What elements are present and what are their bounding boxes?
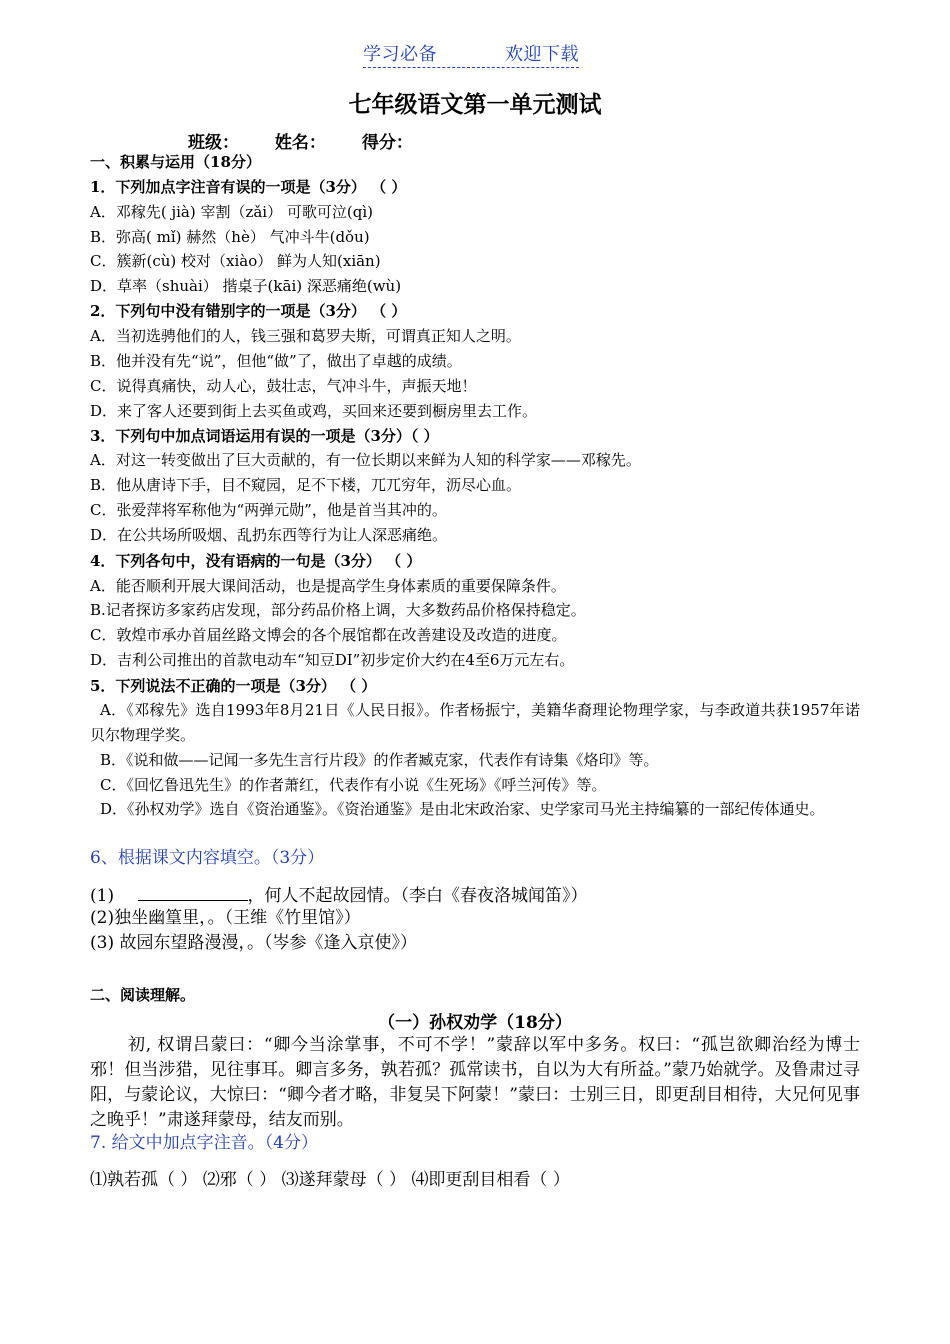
q5-option-b: B．《说和做——记闻一多先生言行片段》的作者臧克家，代表作有诗集《烙印》等。: [100, 751, 659, 769]
q7-item-1: ⑴孰若孤（ ）: [90, 1170, 198, 1190]
q6-line-1-text: ，何人不起故园情。（李白《春夜洛城闻笛》）: [247, 886, 588, 906]
name-label: 姓名：: [274, 133, 326, 153]
q7-item-4: ⑷即更刮目相看（ ）: [411, 1170, 570, 1190]
passage-text: 初, 权谓吕蒙曰：“卿今当涂掌事，不可不学！”蒙辞以军中多务。权曰：“孤岂欲卿治经为博士邪！但当涉猎，见往事耳。卿言多务，孰若孤？孤常读书，自以为大有所益。”蒙乃始就学。及鲁肃过寻阳，与蒙论议，大惊曰：“卿今者才略，非复吴下阿蒙！”蒙曰：士别三日，即更刮目相待，大兄何见事之晚乎！”肃遂拜蒙母，结友而别。: [90, 1035, 860, 1130]
q4-stem: 4．下列各句中，没有语病的一句是（3分） （ ）: [90, 552, 422, 570]
q7-item-2: ⑵邪（ ）: [202, 1170, 277, 1190]
q1-option-b: B．弥高( mǐ) 赫然（hè） 气冲斗牛(dǒu): [90, 228, 370, 246]
section2-heading: 二、阅读理解。: [90, 986, 196, 1004]
q6-line-1: [90, 884, 588, 906]
q6-stem: 6、根据课文内容填空。（3分）: [90, 848, 325, 868]
q1-stem: 1．下列加点字注音有误的一项是（3分） （ ）: [90, 178, 407, 196]
header-left: 学习必备: [363, 44, 437, 65]
q7-items: [90, 1164, 860, 1196]
q6-line-3: [90, 933, 417, 953]
q4-option-a: A．能否顺利开展大课间活动，也是提高学生身体素质的重要保障条件。: [90, 577, 566, 595]
q1-option-a: A．邓稼先( jià) 宰割（zǎi） 可歌可泣(qì): [90, 203, 373, 221]
q7-item-3: ⑶遂拜蒙母（ ）: [281, 1170, 407, 1190]
q1-option-c: C．簇新(cù) 校对（xiào） 鲜为人知(xiān): [90, 252, 381, 270]
q6-line-3-num: (3): [90, 933, 115, 953]
q5-option-d: D．《孙权劝学》选自《资治通鉴》。《资治通鉴》是由北宋政治家、史学家司马光主持编纂的一部纪传体通史。: [100, 800, 825, 818]
q4-option-b: B.记者探访多家药店发现，部分药品价格上调，大多数药品价格保持稳定。: [90, 601, 586, 619]
q5-option-c: C．《回忆鲁迅先生》的作者萧红，代表作有小说《生死场》《呼兰河传》等。: [100, 776, 607, 794]
section1-heading: 一、积累与运用（18分）: [90, 153, 261, 171]
q6-line-2-text: 独坐幽篁里，。（王维《竹里馆》）: [114, 908, 361, 928]
q6-line-2-num: (2): [90, 908, 115, 928]
q1-option-d: D．草率（shuài） 揩桌子(kāi) 深恶痛绝(wù): [90, 277, 402, 295]
q2-option-a: A．当初选骋他们的人，钱三强和葛罗夫斯，可谓真正知人之明。: [90, 327, 521, 345]
q3-option-b: B．他从唐诗下手，目不窥园，足不下楼，兀兀穷年，沥尽心血。: [90, 476, 522, 494]
q3-option-d: D．在公共场所吸烟、乱扔东西等行为让人深恶痛绝。: [90, 526, 448, 544]
q2-option-d: D．来了客人还要到街上去买鱼或鸡，买回来还要到橱房里去工作。: [90, 402, 538, 420]
header-right: 欢迎下载: [505, 44, 579, 65]
q7-stem: 7. 给文中加点字注音。（4分）: [90, 1133, 318, 1153]
q3-option-c: C．张爱萍将军称他为“两弹元勋”，他是首当其冲的。: [90, 501, 447, 519]
q3-option-a: A．对这一转变做出了巨大贡献的，有一位长期以来鲜为人知的科学家——邓稼先。: [90, 451, 641, 469]
q4-option-c: C．敦煌市承办首届丝路文博会的各个展馆都在改善建设及改造的进度。: [90, 626, 567, 644]
q6-line-3-text: 故园东望路漫漫，。（岑参《逢入京使》）: [119, 933, 417, 953]
q5-option-a: A．《邓稼先》选自1993年8月21日《人民日报》。作者杨振宁，美籍华裔理论物理学家，与李政道共获1957年诺贝尔物理学奖。: [90, 701, 860, 744]
q2-option-c: C．说得真痛快，动人心，鼓壮志，气冲斗牛，声振天地！: [90, 377, 477, 395]
q5-stem: 5．下列说法不正确的一项是（3分） （ ）: [90, 677, 377, 695]
page-header: [363, 40, 579, 68]
student-info: [188, 128, 443, 153]
score-label: 得分：: [361, 133, 413, 153]
class-label: 班级：: [188, 133, 239, 153]
passage-title: （一）孙权劝学（18分）: [378, 1013, 572, 1033]
q4-option-d: D．吉利公司推出的首款电动车“知豆DI”初步定价大约在4至6万元左右。: [90, 651, 575, 669]
q6-line-2: [90, 908, 361, 928]
page-title: 七年级语文第一单元测试: [348, 91, 602, 118]
q6-line-1-num: (1): [90, 886, 115, 906]
q3-stem: 3．下列句中加点词语运用有误的一项是（3分）（ ）: [90, 427, 439, 445]
q6-blank-1[interactable]: [138, 884, 248, 901]
q2-stem: 2．下列句中没有错别字的一项是（3分） （ ）: [90, 302, 407, 320]
q2-option-b: B．他并没有先“说”，但他“做”了，做出了卓越的成绩。: [90, 352, 462, 370]
